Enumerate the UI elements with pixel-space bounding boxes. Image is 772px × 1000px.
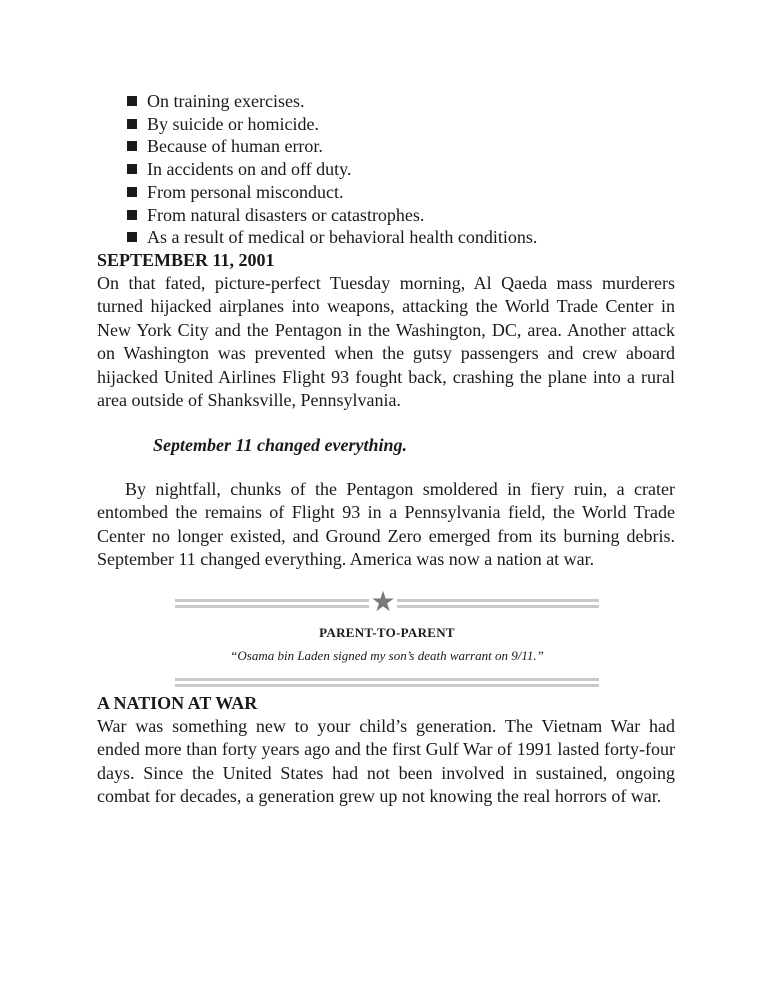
emphasis-line: September 11 changed everything. bbox=[153, 434, 407, 455]
list-item bbox=[127, 90, 675, 113]
square-bullet-icon bbox=[127, 187, 137, 197]
square-bullet-icon bbox=[127, 141, 137, 151]
list-item bbox=[127, 226, 675, 249]
callout-quote: “Osama bin Laden signed my son’s death warrant on 9/11.” bbox=[230, 647, 544, 663]
list-item bbox=[127, 135, 675, 158]
callout-title: PARENT-TO-PARENT bbox=[319, 624, 455, 640]
section-heading-nation-at-war: A NATION AT WAR bbox=[97, 692, 258, 713]
list-item bbox=[127, 158, 675, 181]
square-bullet-icon bbox=[127, 119, 137, 129]
parent-to-parent-callout bbox=[175, 584, 599, 692]
list-item-text: From natural disasters or catastrophes. bbox=[147, 204, 425, 225]
list-item bbox=[127, 181, 675, 204]
square-bullet-icon bbox=[127, 232, 137, 242]
section-paragraph-2: By nightfall, chunks of the Pentagon smoldered in fiery ruin, a crater entombed the remains of Flight 93 in a Pennsylvania field, the World Trade Center no longer existed, and Ground Zero emerged from its burning debris. September 11 changed everything. America was now a nation at war. bbox=[97, 478, 675, 570]
star-icon: ★ bbox=[370, 584, 396, 618]
list-item-text: In accidents on and off duty. bbox=[147, 159, 352, 180]
section-heading-september-11: SEPTEMBER 11, 2001 bbox=[97, 249, 275, 270]
bullet-list bbox=[97, 90, 675, 249]
bottom-rule-1 bbox=[175, 678, 599, 681]
page-content bbox=[97, 90, 675, 809]
list-item bbox=[127, 204, 675, 227]
square-bullet-icon bbox=[127, 210, 137, 220]
list-item-text: From personal misconduct. bbox=[147, 181, 344, 202]
bottom-rule-2 bbox=[175, 684, 599, 687]
section-paragraph-3: War was something new to your child’s generation. The Vietnam War had ended more than forty years ago and the first Gulf War of 1991 lasted forty-four days. Since the United States had not been involved in sustained, ongoing combat for decades, a generation grew up not knowing the real horrors of war. bbox=[97, 715, 675, 807]
list-item-text: As a result of medical or behavioral health conditions. bbox=[147, 227, 538, 248]
list-item bbox=[127, 113, 675, 136]
list-item-text: Because of human error. bbox=[147, 136, 323, 157]
square-bullet-icon bbox=[127, 164, 137, 174]
section-paragraph: On that fated, picture-perfect Tuesday morning, Al Qaeda mass murderers turned hijacked airplanes into weapons, attacking the World Trade Center in New York City and the Pentagon in the Washington, DC, area. Another attack on Washington was prevented when the gutsy passengers and crew aboard hijacked United Airlines Flight 93 fought back, crashing the plane into a rural area outside of Shanksville, Pennsylvania. bbox=[97, 272, 675, 411]
square-bullet-icon bbox=[127, 96, 137, 106]
list-item-text: On training exercises. bbox=[147, 91, 305, 111]
list-item-text: By suicide or homicide. bbox=[147, 113, 319, 134]
